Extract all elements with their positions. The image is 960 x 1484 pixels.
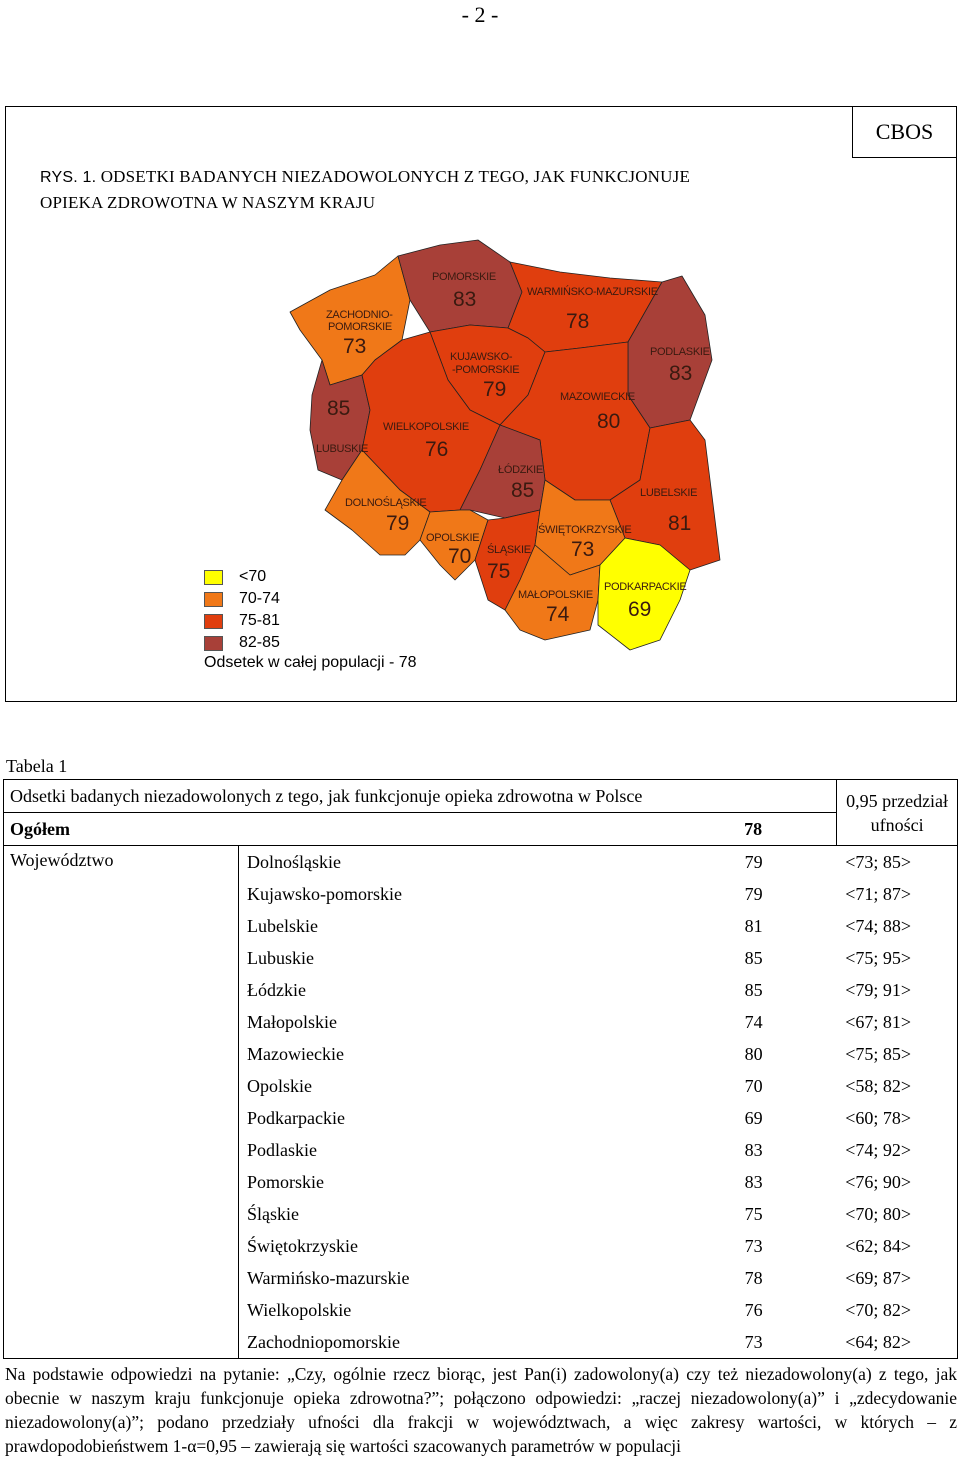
row-value: 83 — [744, 1171, 763, 1192]
value-kujawsko-pomorskie: 79 — [483, 378, 507, 401]
row-name: Mazowieckie — [247, 1043, 344, 1064]
region-pomorskie — [398, 240, 522, 332]
row-name: Warmińsko-mazurskie — [247, 1267, 410, 1288]
label-podkarpackie: PODKARPACKIE — [604, 581, 687, 593]
total-label: Ogółem — [4, 813, 627, 846]
row-name: Wielkopolskie — [247, 1299, 352, 1320]
value-podlaskie: 83 — [669, 362, 693, 385]
row-ci: <76; 90> — [837, 1166, 958, 1198]
value-wielkopolskie: 76 — [425, 438, 449, 461]
label-slaskie: ŚLĄSKIE — [487, 544, 531, 556]
row-value: 85 — [744, 979, 763, 1000]
row-name: Lubelskie — [247, 915, 318, 936]
row-ci: <79; 91> — [837, 974, 958, 1006]
label-swietokrzyskie: ŚWIĘTOKRZYSKIE — [538, 524, 632, 536]
legend-swatch-82-85 — [204, 636, 223, 651]
row-ci: <74; 92> — [837, 1134, 958, 1166]
row-name: Pomorskie — [247, 1171, 325, 1192]
legend-item-70-74: 70-74 — [239, 590, 280, 607]
row-name: Małopolskie — [247, 1011, 337, 1032]
legend-item-82-85: 82-85 — [239, 634, 280, 651]
ci-header — [837, 780, 958, 846]
value-slaskie: 75 — [487, 560, 511, 583]
row-value: 83 — [744, 1139, 763, 1160]
row-ci: <69; 87> — [837, 1262, 958, 1294]
results-table — [3, 779, 958, 1359]
table-label: Tabela 1 — [6, 756, 68, 776]
value-lodzkie: 85 — [511, 479, 535, 502]
label-wielkopolskie: WIELKOPOLSKIE — [383, 421, 469, 433]
label-malopolskie: MAŁOPOLSKIE — [518, 589, 593, 601]
legend-swatch-lt70 — [204, 570, 223, 585]
label-lubuskie: LUBUSKIE — [316, 443, 369, 455]
figure-label: RYS. 1. — [40, 169, 97, 186]
value-opolskie: 70 — [448, 545, 472, 568]
legend-total: Odsetek w całej populacji - 78 — [204, 654, 417, 671]
table-body — [4, 846, 958, 1359]
value-lubelskie: 81 — [668, 512, 692, 535]
label-lubelskie: LUBELSKIE — [640, 487, 698, 499]
row-name: Lubuskie — [247, 947, 314, 968]
legend-swatch-75-81 — [204, 614, 223, 629]
map-legend — [204, 566, 417, 672]
row-name: Świętokrzyskie — [247, 1235, 358, 1256]
row-value: 70 — [744, 1075, 763, 1096]
row-value: 85 — [744, 947, 763, 968]
label-opolskie: OPOLSKIE — [426, 532, 480, 544]
value-dolnoslaskie: 79 — [386, 512, 410, 535]
row-ci: <70; 80> — [837, 1198, 958, 1230]
row-ci: <75; 95> — [837, 942, 958, 974]
row-name: Zachodniopomorskie — [239, 1326, 627, 1359]
value-podkarpackie: 69 — [628, 598, 652, 621]
value-warminsko-mazurskie: 78 — [566, 310, 590, 333]
row-ci: <60; 78> — [837, 1102, 958, 1134]
label-lodzkie: ŁÓDZKIE — [498, 464, 543, 476]
value-malopolskie: 74 — [546, 603, 570, 626]
row-value: 79 — [744, 883, 763, 904]
legend-item-lt70: <70 — [239, 568, 267, 585]
label-podlaskie: PODLASKIE — [650, 346, 710, 358]
table-row — [4, 846, 958, 879]
label-dolnoslaskie: DOLNOŚLĄSKIE — [345, 497, 427, 509]
ci-header-line2: ufności — [870, 814, 924, 835]
value-zachodniopomorskie: 73 — [343, 335, 367, 358]
legend-swatch-70-74 — [204, 592, 223, 607]
row-ci: <70; 82> — [837, 1294, 958, 1326]
figure-title-line2: OPIEKA ZDROWOTNA W NASZYM KRAJU — [40, 193, 376, 212]
row-name: Podlaskie — [247, 1139, 317, 1160]
label-kujawsko-pomorskie: KUJAWSKO- — [450, 351, 513, 363]
total-value: 78 — [627, 813, 837, 846]
poland-map — [0, 0, 960, 700]
row-name: Łódzkie — [247, 979, 306, 1000]
row-name: Podkarpackie — [247, 1107, 345, 1128]
row-ci: <75; 85> — [837, 1038, 958, 1070]
figure-title-line1: ODSETKI BADANYCH NIEZADOWOLONYCH Z TEGO, JAK FUNKCJONUJE — [100, 167, 691, 186]
value-swietokrzyskie: 73 — [571, 538, 595, 561]
row-name: Kujawsko-pomorskie — [247, 883, 402, 904]
group-label: Województwo — [4, 846, 239, 1359]
footnote: Na podstawie odpowiedzi na pytanie: „Czy, ogólnie rzecz biorąc, jest Pan(i) zadowolony(a) czy też niezadowolony(a) z tego, jak obecnie w naszym kraju funkcjonuje opieka zdrowotna?”; połączono odpowiedzi: „raczej niezadowolony(a)” i „zdecydowanie niezadowolony(a)”; podano przedziały ufności dla frakcji w województwach, a więc zakresy wartości, w których – z prawdopodobieństwem 1-α=0,95 – zawierają się wartości szacowanych parametrów w populacji — [5, 1364, 957, 1456]
value-pomorskie: 83 — [453, 288, 477, 311]
row-value: 73 — [744, 1235, 763, 1256]
row-value: 75 — [744, 1203, 763, 1224]
legend-item-75-81: 75-81 — [239, 612, 280, 629]
row-value: 76 — [744, 1299, 763, 1320]
row-value: 74 — [744, 1011, 763, 1032]
label-pomorskie: POMORSKIE — [432, 271, 496, 283]
row-value: 69 — [744, 1107, 763, 1128]
row-value: 73 — [627, 1326, 837, 1359]
row-ci: <71; 87> — [837, 878, 958, 910]
page-number: - 2 - — [461, 2, 499, 27]
row-value: 78 — [744, 1267, 763, 1288]
row-name: Śląskie — [247, 1203, 299, 1224]
label-kujawsko-pomorskie-2: -POMORSKIE — [452, 364, 520, 376]
row-ci: <58; 82> — [837, 1070, 958, 1102]
label-mazowieckie: MAZOWIECKIE — [560, 391, 635, 403]
row-ci: <73; 85> — [837, 846, 958, 879]
row-value: 80 — [744, 1043, 763, 1064]
row-value: 81 — [744, 915, 763, 936]
label-warminsko-mazurskie: WARMIŃSKO-MAZURSKIE — [527, 286, 658, 298]
row-ci: <67; 81> — [837, 1006, 958, 1038]
value-mazowieckie: 80 — [597, 410, 621, 433]
row-name: Opolskie — [247, 1075, 312, 1096]
row-ci: <62; 84> — [837, 1230, 958, 1262]
row-value: 79 — [744, 851, 763, 872]
label-zachodniopomorskie: ZACHODNIO- — [326, 309, 393, 321]
row-ci: <74; 88> — [837, 910, 958, 942]
table-caption: Odsetki badanych niezadowolonych z tego, jak funkcjonuje opieka zdrowotna w Polsce — [4, 780, 837, 813]
value-lubuskie: 85 — [327, 397, 351, 420]
brand-box: CBOS — [852, 106, 957, 158]
label-zachodniopomorskie-2: POMORSKIE — [328, 321, 392, 333]
row-name: Dolnośląskie — [247, 851, 341, 872]
row-ci: <64; 82> — [837, 1326, 958, 1359]
ci-header-line1: 0,95 przedział — [846, 790, 949, 811]
